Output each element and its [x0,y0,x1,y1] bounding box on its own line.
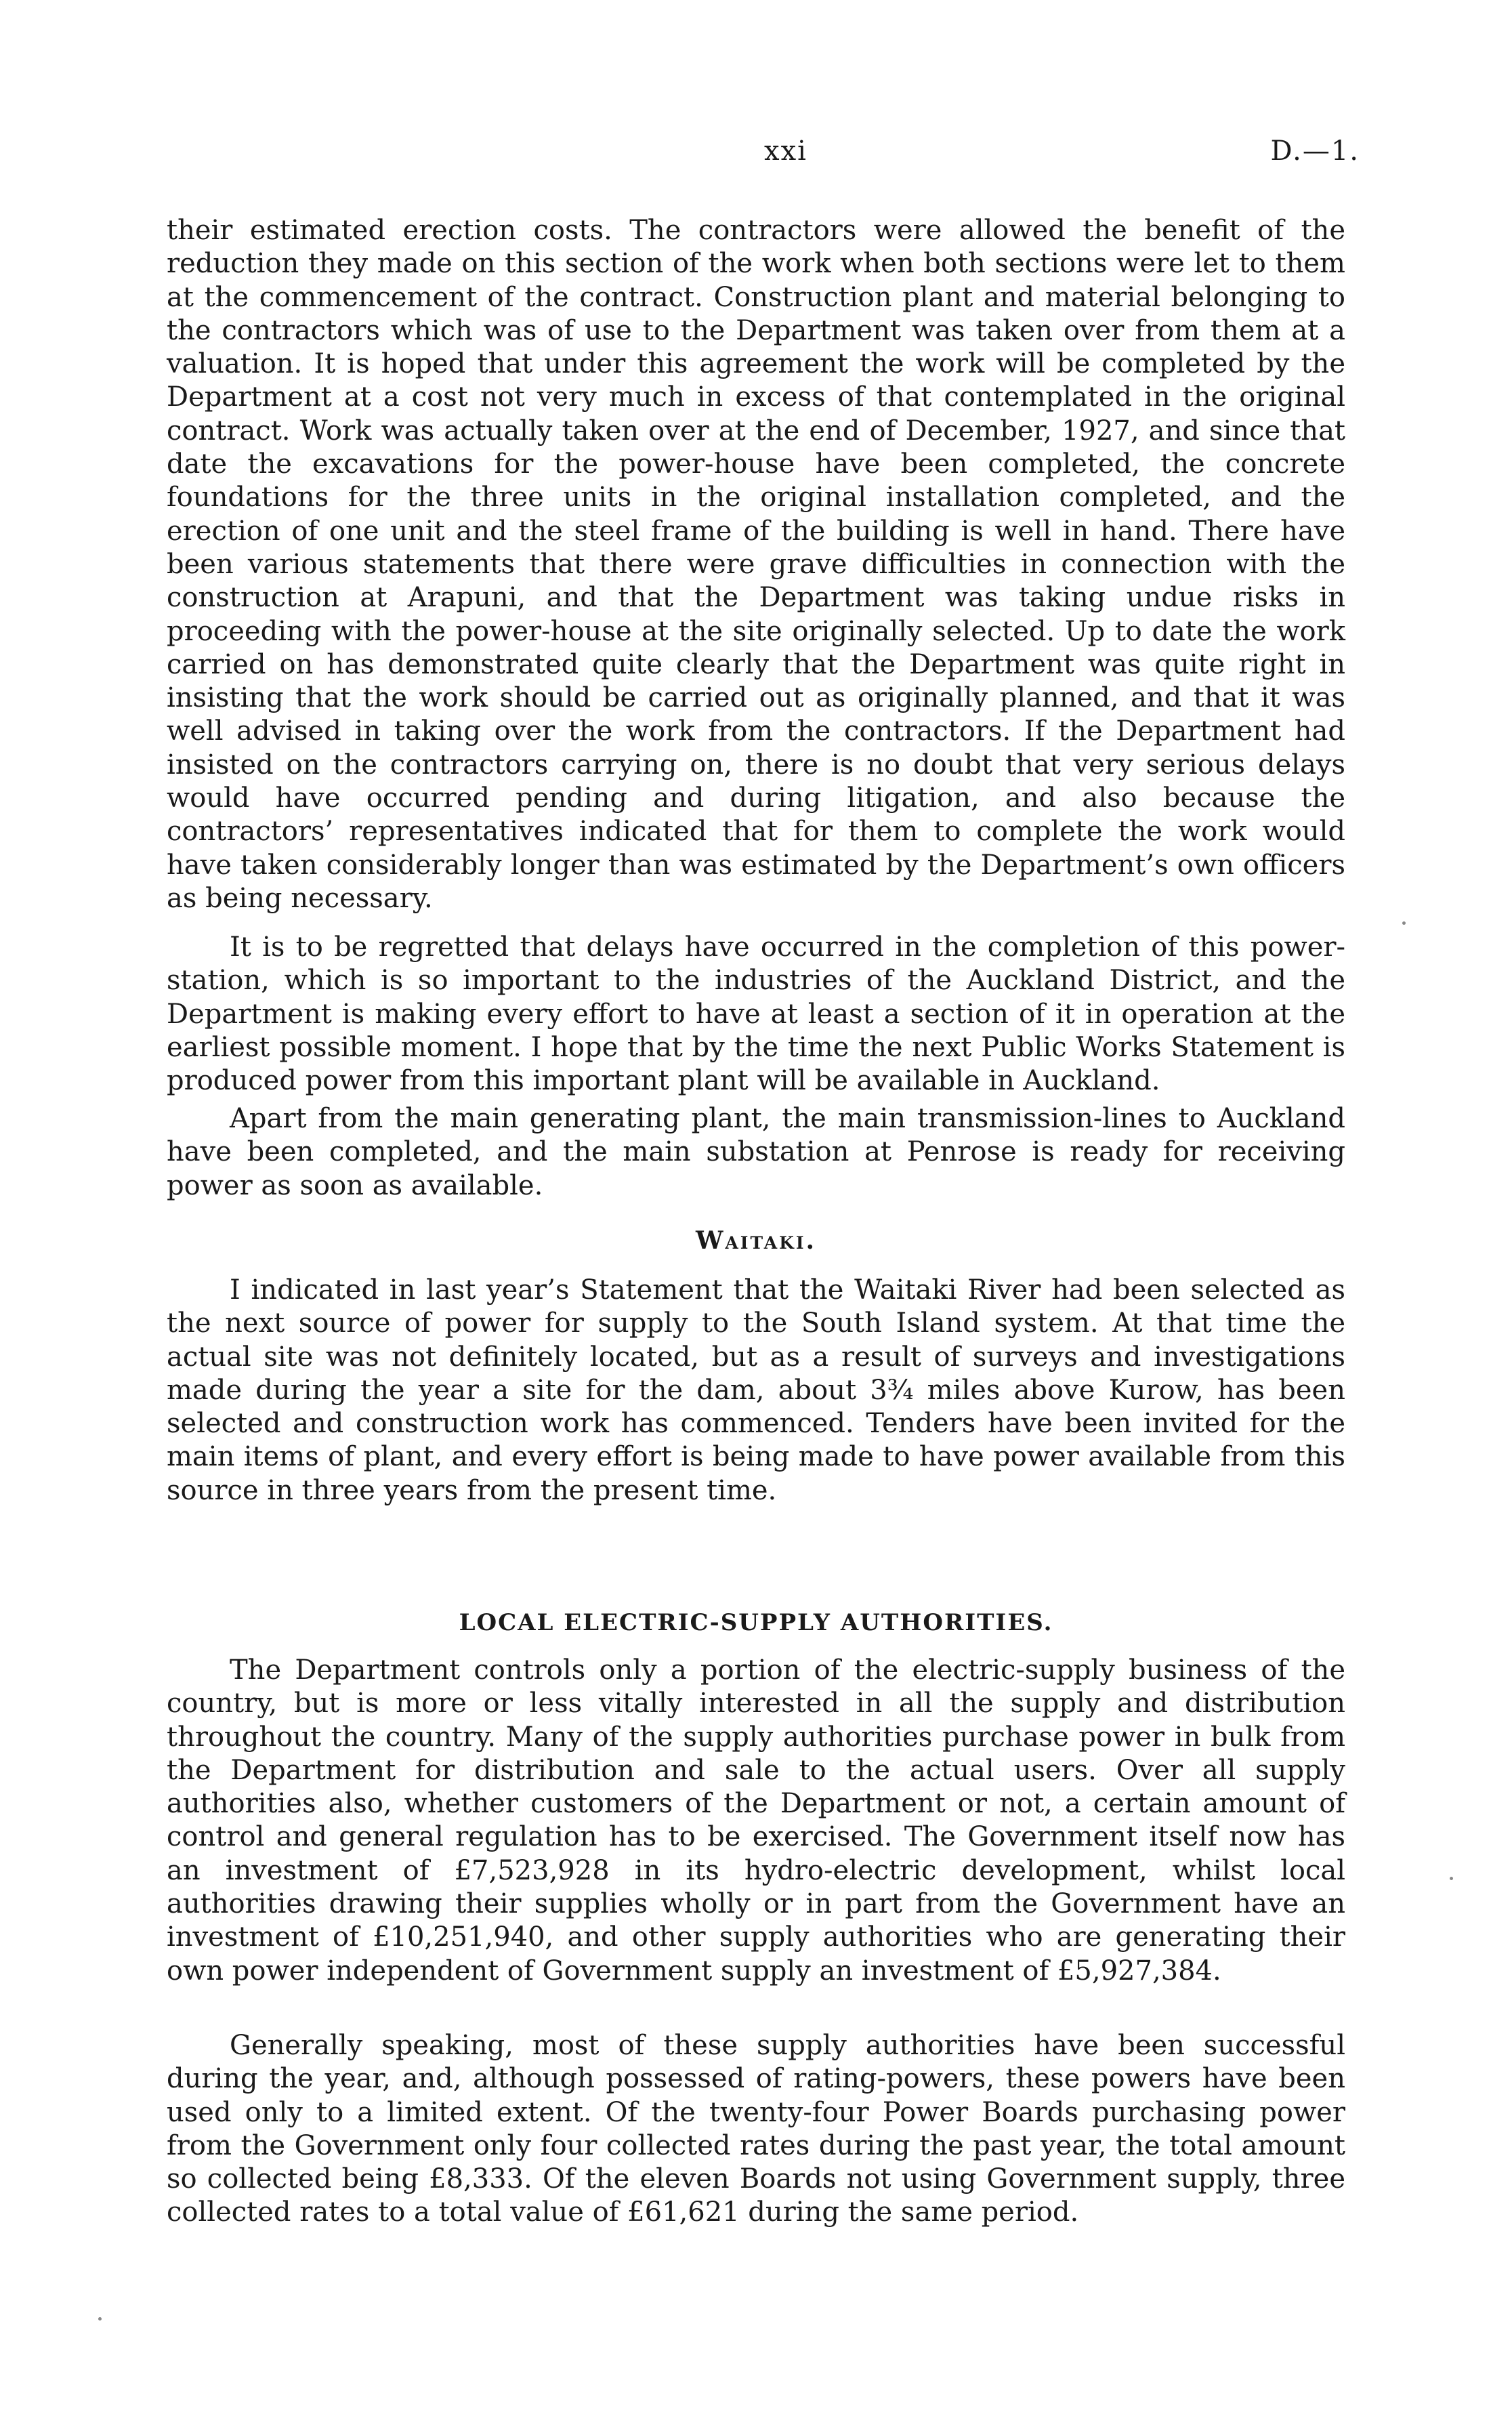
paragraph-waitaki: I indicated in last year’s Statement that the Waitaki River had been selected as the next source of power for supply to the South Island system. At that time the actual site was not definitely located, but as a result of surveys and investigations made during the year a site for the dam, about 3¾ miles above Kurow, has been selected and construction work has commenced. Tenders have been invited for the main items of plant, and every effort is being made to have power available from this source in three years from the present time. [167,1274,1345,1506]
paragraph-supply-authorities-rates: Generally speaking, most of these supply authorities have been successful during the year, and, although possessed of rating-powers, these powers have been used only to a limited extent. Of the twenty-four Power Boards purchasing power from the Government only four collected rates during the past year, the total amount so collected being £8,333. Of the eleven Boards not using Government supply, three collected rates to a total value of £61,621 during the same period. [167,2030,1345,2228]
paragraph-department-controls: The Department controls only a portion of the electric-supply business of the country, but is more or less vitally interested in all the supply and distribution throughout the country. Many of the supply authorities purchase power in bulk from the Department for distribution and sale to the actual users. Over all supply authorities also, whether customers of the Department or not, a certain amount of control and general regulation has to be exercised. The Government itself now has an investment of £7,523,928 in its hydro-electric development, whilst local authorities drawing their supplies wholly or in part from the Government have an investment of £10,251,940, and other supply authorities who are generating their own power independent of Government supply an investment of £5,927,384. [167,1655,1345,1987]
print-speck [1450,1877,1453,1880]
page-number: xxi [764,136,807,167]
paragraph-arapuni-continuation: their estimated erection costs. The contractors were allowed the benefit of the reduction they made on this section of the work when both sections were let to them at the commencement of the contract. Construction plant and material belonging to the contractors which was of use to the Department was taken over from them at a valuation. It is hoped that under this agreement the work will be completed by the Department at a cost not very much in excess of that contemplated in the original contract. Work was actually taken over at the end of December, 1927, and since that date the excavations for the power-house have been completed, the concrete foundations for the three units in the original installation completed, and the erection of one unit and the steel frame of the building is well in hand. There have been various statements that there were grave difficulties in connection with the construction at Arapuni, and that the Department was taking undue risks in proceeding with the power-house at the site originally selected. Up to date the work carried on has demonstrated quite clearly that the Department was quite right in insisting that the work should be carried out as originally planned, and that it was well advised in taking over the work from the contractors. If the Department had insisted on the contractors carrying on, there is no doubt that very serious delays would have occurred pending and during litigation, and also because the contractors’ representatives indicated that for them to complete the work would have taken considerably longer than was estimated by the Department’s own officers as being necessary. [167,215,1345,914]
print-speck [98,2317,102,2321]
local-authorities-heading: LOCAL ELECTRIC-SUPPLY AUTHORITIES. [459,1609,1053,1636]
paragraph-delays-regretted: It is to be regretted that delays have occurred in the completion of this power-station, which is so important to the industries of the Auckland District, and the Department is making every effort to have at least a section of it in operation at the earliest possible moment. I hope that by the time the next Public Works Statement is produced power from this important plant will be available in Auckland. [167,932,1345,1097]
paragraph-transmission-lines: Apart from the main generating plant, the main transmission-lines to Auckland have been completed, and the main substation at Penrose is ready for receiving power as soon as available. [167,1103,1345,1201]
print-speck [1402,921,1406,925]
document-reference: D.—1. [1270,136,1360,167]
waitaki-heading: Waitaki. [695,1226,817,1255]
